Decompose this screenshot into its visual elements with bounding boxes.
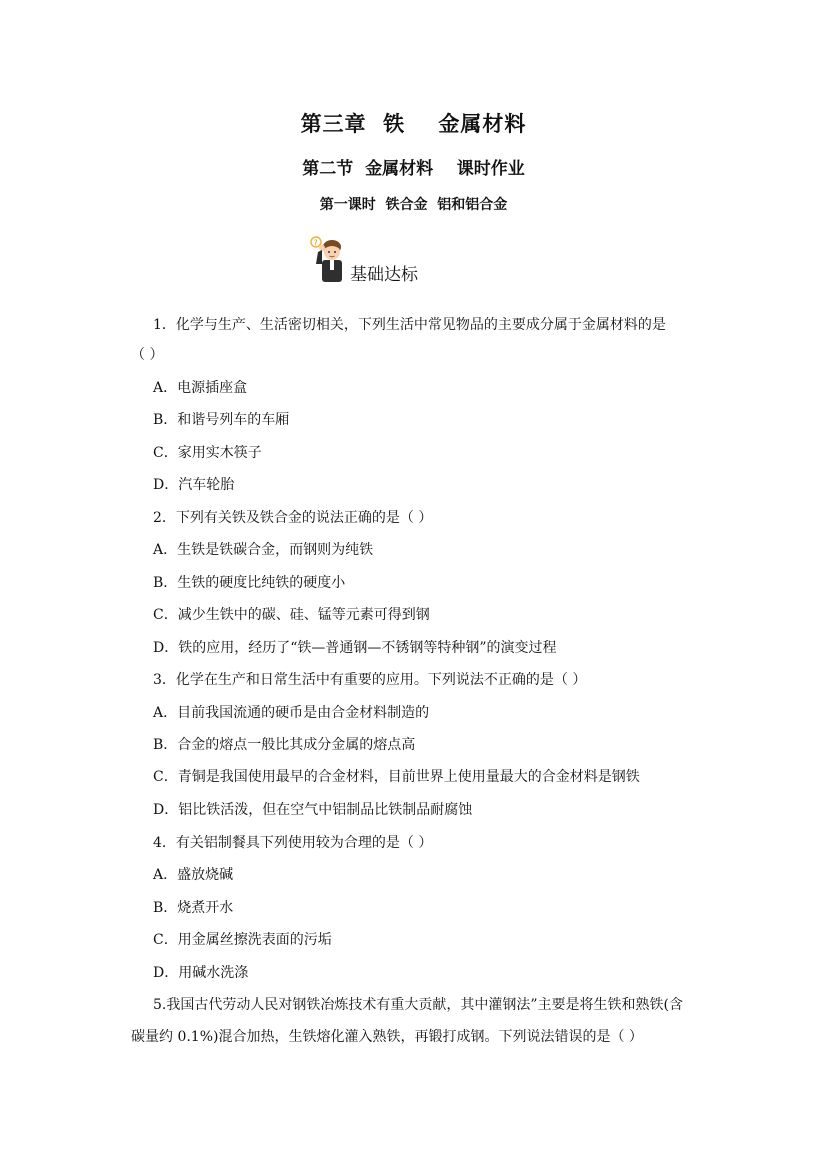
basic-practice-badge (310, 234, 450, 284)
thinking-boy-icon (310, 234, 350, 284)
question-4-option-c: C．用金属丝擦洗表面的污垢 (153, 932, 332, 948)
question-2-option-a: A．生铁是铁碳合金，而钢则为纯铁 (153, 542, 374, 558)
question-2-option-b: B．生铁的硬度比纯铁的硬度小 (153, 575, 346, 591)
chapter-title: 第三章 铁 金属材料 (300, 111, 527, 136)
question-4-option-d: D．用碱水洗涤 (153, 965, 249, 981)
question-1-option-b: B．和谐号列车的车厢 (153, 412, 290, 428)
section-title: 第二节 金属材料 课时作业 (302, 159, 525, 179)
question-4-stem: 4．有关铝制餐具下列使用较为合理的是（ ） (153, 835, 433, 851)
svg-text:?: ? (313, 238, 318, 248)
question-2-stem: 2．下列有关铁及铁合金的说法正确的是（ ） (153, 510, 433, 526)
question-3-stem: 3．化学在生产和日常生活中有重要的应用。下列说法不正确的是（ ） (153, 672, 587, 688)
lesson-title: 第一课时 铁合金 铝和铝合金 (319, 197, 508, 213)
question-3-option-b: B．合金的熔点一般比其成分金属的熔点高 (153, 737, 416, 753)
question-2-option-c: C．减少生铁中的碳、硅、锰等元素可得到钢 (153, 607, 430, 623)
question-1-option-d: D．汽车轮胎 (153, 477, 235, 493)
question-5-stem: 5.我国古代劳动人民对钢铁冶炼技术有重大贡献，其中灌钢法”主要是将生铁和熟铁(含 (153, 997, 683, 1013)
question-4-option-a: A．盛放烧碱 (153, 867, 234, 883)
question-3-option-c: C．青铜是我国使用最早的合金材料，目前世界上使用量最大的合金材料是钢铁 (153, 769, 640, 785)
question-1-blank: （ ） (131, 347, 164, 363)
question-1-option-c: C．家用实木筷子 (153, 445, 262, 461)
question-1-stem: 1．化学与生产、生活密切相关，下列生活中常见物品的主要成分属于金属材料的是 (153, 317, 666, 333)
question-3-option-a: A．目前我国流通的硬币是由合金材料制造的 (153, 705, 430, 721)
question-3-option-d: D．铝比铁活泼，但在空气中铝制品比铁制品耐腐蚀 (153, 802, 473, 818)
question-1-option-a: A．电源插座盒 (153, 380, 248, 396)
question-2-option-d: D．铁的应用，经历了“铁—普通钢—不锈钢等特种钢”的演变过程 (153, 640, 557, 656)
question-5-stem-continued: 碳量约 0.1%)混合加热，生铁熔化灌入熟铁，再锻打成钢。下列说法错误的是（ ） (131, 1029, 643, 1045)
badge-label: 基础达标 (350, 265, 418, 285)
question-4-option-b: B．烧煮开水 (153, 900, 234, 916)
